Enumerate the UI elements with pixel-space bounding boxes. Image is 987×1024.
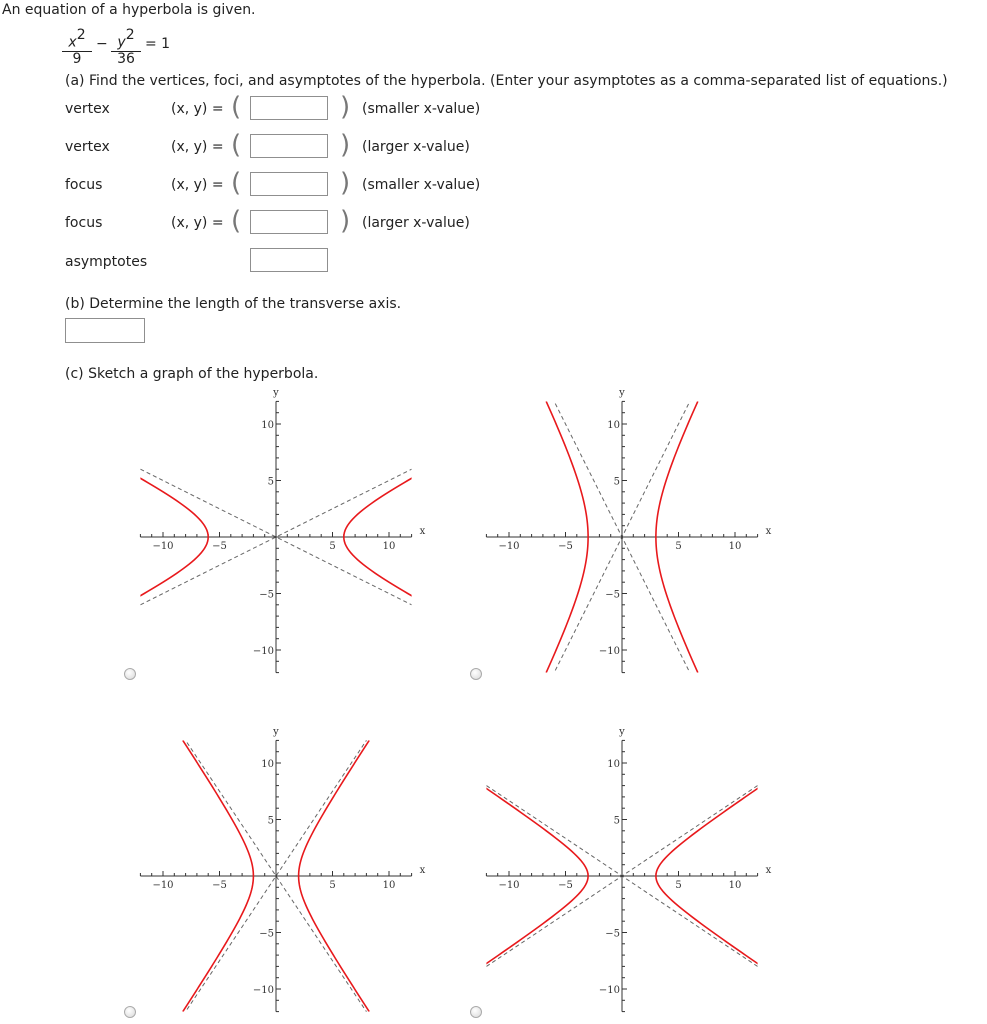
y-tick-label: −10 (598, 646, 620, 657)
eq-term2-num: y (117, 34, 126, 51)
part-b-prompt: (b) Determine the length of the transverse axis. (65, 296, 402, 312)
option-1-radio[interactable] (124, 668, 136, 680)
left-paren: ( (231, 92, 242, 122)
eq-minus: − (96, 36, 108, 52)
x-tick-label: −5 (212, 541, 227, 552)
y-tick-label: 10 (607, 759, 620, 770)
asymptotes-label: asymptotes (65, 254, 148, 270)
y-tick-label: −5 (259, 928, 274, 940)
eq-term2-den: 36 (117, 50, 135, 67)
x-tick-label: 5 (675, 880, 682, 891)
x-tick-label: −10 (498, 541, 520, 552)
row-note: (larger x-value) (362, 215, 470, 231)
part-c-prompt: (c) Sketch a graph of the hyperbola. (65, 366, 319, 382)
y-tick-label: 10 (607, 420, 620, 431)
x-tick-label: −10 (152, 880, 174, 891)
option-4-radio[interactable] (470, 1006, 482, 1018)
row-note: (larger x-value) (362, 139, 470, 155)
x-axis-label: x (765, 865, 772, 876)
option-3-radio[interactable] (124, 1006, 136, 1018)
right-paren: ) (340, 92, 351, 122)
y-axis-label: y (619, 387, 625, 399)
y-tick-label: −10 (252, 985, 274, 996)
eq-term1-den: 9 (72, 50, 82, 67)
eq-term2-exp: 2 (125, 27, 135, 43)
vertex-smaller-input[interactable] (250, 96, 328, 120)
transverse-axis-input[interactable] (65, 318, 145, 343)
right-paren: ) (340, 206, 351, 236)
left-paren: ( (231, 130, 242, 160)
vertex-larger-input[interactable] (250, 134, 328, 158)
row-label: focus (65, 215, 103, 231)
x-tick-label: 10 (728, 880, 742, 891)
y-tick-label: −10 (598, 985, 620, 996)
x-tick-label: −5 (212, 880, 227, 891)
y-tick-label: 5 (267, 815, 274, 827)
y-tick-label: −5 (605, 928, 620, 940)
graph-option-1 (130, 385, 430, 677)
y-tick-label: −10 (252, 646, 274, 657)
row-label: vertex (65, 139, 110, 155)
x-tick-label: 5 (329, 541, 336, 552)
y-axis-label: y (273, 726, 279, 738)
focus-larger-input[interactable] (250, 210, 328, 234)
part-a-prompt: (a) Find the vertices, foci, and asymptotes of the hyperbola. (Enter your asymptotes as a comma-separated list of equations.) (65, 73, 948, 89)
graph-option-4 (476, 724, 776, 1016)
x-tick-label: 5 (329, 880, 336, 891)
row-label: focus (65, 177, 103, 193)
eq-term1-exp: 2 (76, 27, 86, 43)
left-paren: ( (231, 168, 242, 198)
y-tick-label: 5 (613, 476, 620, 488)
eq-term1-num: x (68, 34, 77, 51)
y-tick-label: 5 (267, 476, 274, 488)
graph-option-3 (130, 724, 430, 1016)
y-axis-label: y (273, 387, 279, 399)
coord-label: (x, y) = (171, 139, 224, 155)
left-paren: ( (231, 206, 242, 236)
y-tick-label: 10 (261, 759, 274, 770)
x-tick-label: 5 (675, 541, 682, 552)
x-axis-label: x (419, 526, 426, 537)
x-tick-label: 10 (382, 880, 396, 891)
option-2-radio[interactable] (470, 668, 482, 680)
x-tick-label: −5 (558, 541, 573, 552)
focus-smaller-input[interactable] (250, 172, 328, 196)
row-label: vertex (65, 101, 110, 117)
asymptotes-input[interactable] (250, 248, 328, 272)
x-tick-label: −10 (498, 880, 520, 891)
coord-label: (x, y) = (171, 215, 224, 231)
intro-text: An equation of a hyperbola is given. (2, 2, 256, 18)
y-tick-label: −5 (259, 589, 274, 601)
eq-rhs: = 1 (145, 36, 171, 52)
right-paren: ) (340, 168, 351, 198)
x-tick-label: 10 (382, 541, 396, 552)
x-axis-label: x (765, 526, 772, 537)
graph-option-2 (476, 385, 776, 677)
row-note: (smaller x-value) (362, 177, 481, 193)
y-axis-label: y (619, 726, 625, 738)
right-paren: ) (340, 130, 351, 160)
x-tick-label: −10 (152, 541, 174, 552)
x-axis-label: x (419, 865, 426, 876)
y-tick-label: 10 (261, 420, 274, 431)
row-note: (smaller x-value) (362, 101, 481, 117)
y-tick-label: −5 (605, 589, 620, 601)
coord-label: (x, y) = (171, 177, 224, 193)
x-tick-label: 10 (728, 541, 742, 552)
coord-label: (x, y) = (171, 101, 224, 117)
x-tick-label: −5 (558, 880, 573, 891)
y-tick-label: 5 (613, 815, 620, 827)
